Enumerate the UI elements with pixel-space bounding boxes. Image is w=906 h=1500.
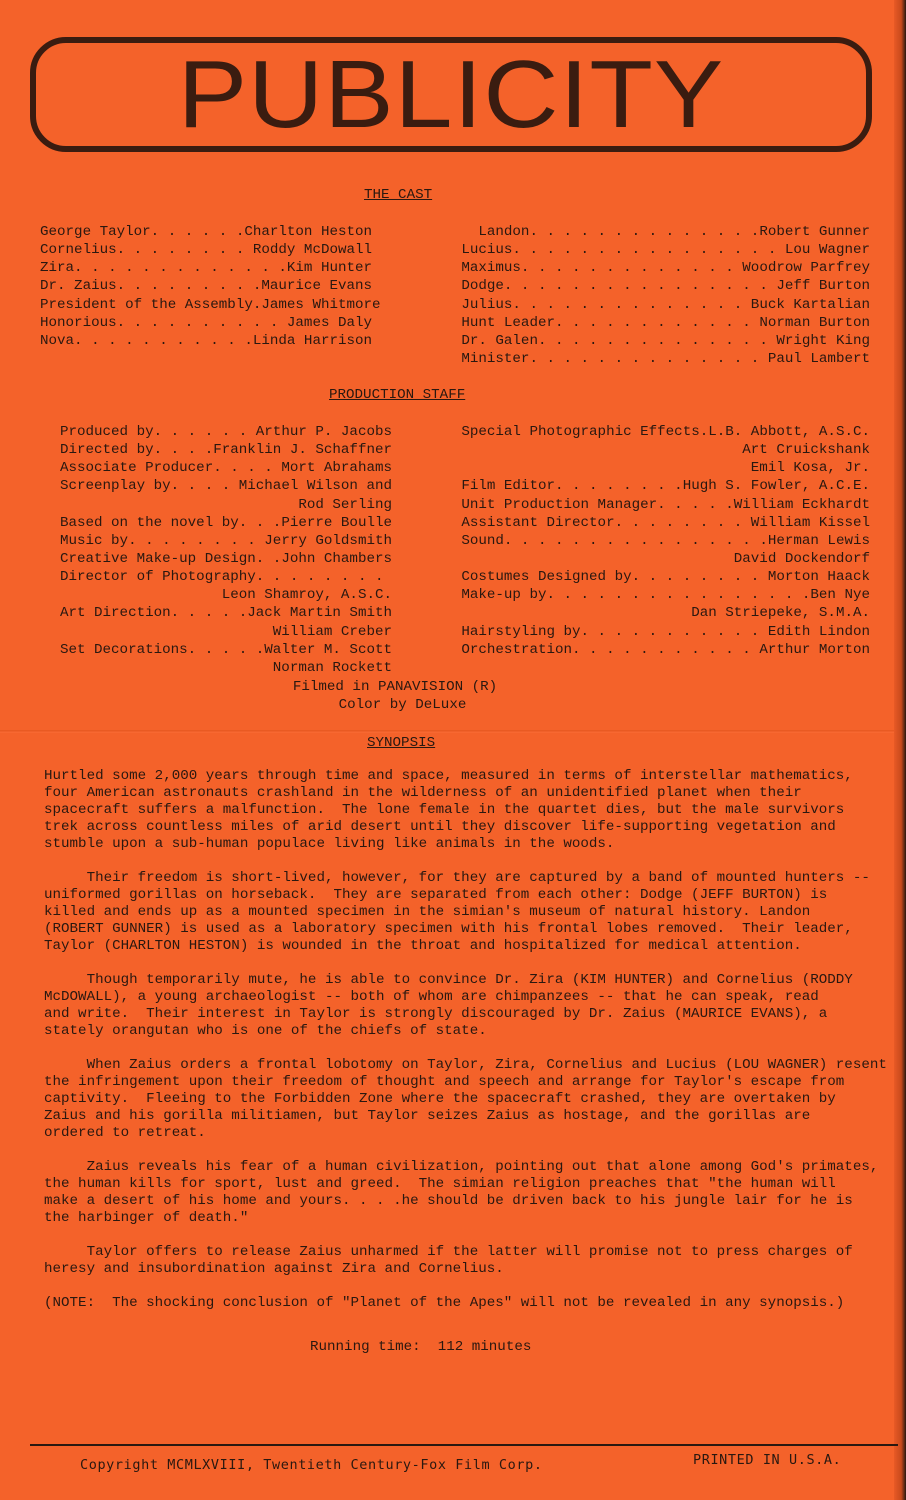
credit-line: Hunt Leader. . . . . . . . . . . . Norman Burton: [461, 314, 870, 331]
synopsis-paragraph: When Zaius orders a frontal lobotomy on Taylor, Zira, Cornelius and Lucius (LOU WAGNER) resent the infringement upon their freedom of thought and speech and arrange for Taylor's escape from captivity. Fleeing to the Forbidden Zone where the spacecraft crashed, they are overtaken by Zaius and his gorilla militiamen, but Taylor seizes Zaius as hostage, and the gorillas are ordered to retreat.: [44, 1057, 887, 1141]
credit-line: Directed by. . . .Franklin J. Schaffner: [59, 442, 392, 459]
credit-line: Rod Serling: [298, 496, 392, 513]
credit-line: Special Photographic Effects.L.B. Abbott, A.S.C.: [461, 424, 870, 440]
credit-line: Dan Striepeke, S.M.A.: [691, 605, 870, 622]
synopsis-heading: SYNOPSIS: [367, 735, 436, 751]
credit-line: Norman Rockett: [272, 659, 392, 676]
credit-line: David Dockendorf: [733, 550, 870, 567]
credit-line: Set Decorations. . . . .Walter M. Scott: [59, 641, 392, 658]
credit-line: Film Editor. . . . . . . .Hugh S. Fowler, A.C.E.: [461, 478, 870, 495]
credit-line: Zira. . . . . . . . . . . . .Kim Hunter: [40, 260, 373, 277]
credit-line: Cornelius. . . . . . . . Roddy McDowall: [40, 242, 373, 259]
credit-line: Screenplay by. . . . Michael Wilson and: [59, 478, 392, 495]
credit-line: Music by. . . . . . . . Jerry Goldsmith: [59, 532, 392, 549]
credit-line: Assistant Director. . . . . . . . William Kissel: [461, 514, 870, 531]
credit-line: Emil Kosa, Jr.: [750, 460, 870, 477]
fold-line: [0, 730, 894, 733]
credit-line: Nova. . . . . . . . . . .Linda Harrison: [40, 332, 373, 349]
synopsis-body: [44, 768, 894, 1329]
credit-line: Sound. . . . . . . . . . . . . . . .Herman Lewis: [461, 532, 870, 549]
synopsis-paragraph: Taylor offers to release Zaius unharmed if the latter will promise not to press charges of heresy and insubordination against Zira and Cornelius.: [44, 1244, 853, 1277]
production-staff-heading: PRODUCTION STAFF: [329, 387, 466, 403]
page-edge: [894, 0, 906, 1500]
credit-line: Orchestration. . . . . . . . . . . Arthur Morton: [461, 641, 870, 658]
credit-line: Honorious. . . . . . . . . . James Daly: [40, 314, 373, 331]
footer-divider: [30, 1444, 898, 1446]
credit-line: Produced by. . . . . . Arthur P. Jacobs: [59, 424, 392, 440]
synopsis-note: (NOTE: The shocking conclusion of "Planet of the Apes" will not be revealed in any synopsis.): [44, 1295, 845, 1311]
synopsis-paragraph: Though temporarily mute, he is able to convince Dr. Zira (KIM HUNTER) and Cornelius (RODDY McDOWALL), a young archaeologist -- both of whom are chimpanzees -- that he can speak, read and write. Their interest in Taylor is strongly discouraged by Dr. Zaius (MAURICE EVANS), a stately orangutan who is one of the chiefs of state.: [44, 972, 853, 1039]
running-time: Running time: 112 minutes: [310, 1339, 532, 1355]
staff-left-list: [40, 423, 392, 677]
credit-line: Creative Make-up Design. .John Chambers: [59, 550, 392, 567]
filmed-in-line: Filmed in PANAVISION (R): [292, 679, 498, 695]
credit-line: Art Cruickshank: [742, 442, 870, 459]
synopsis-paragraph: Their freedom is short-lived, however, for they are captured by a band of mounted hunters -- uniformed gorillas on horseback. They are separated from each other: Dodge (JEFF BURTON) is killed and ends up as a mounted specimen in the simian's museum of natural history. Landon (ROBERT GUNNER) is used as a laboratory specimen with his frontal lobes removed. Their leader, Taylor (CHARLTON HESTON) is wounded in the throat and hospitalized for medical attention.: [44, 870, 870, 954]
credit-line: Maximus. . . . . . . . . . . . . Woodrow Parfrey: [461, 260, 870, 277]
credit-line: Dodge. . . . . . . . . . . . . . . . Jeff Burton: [461, 278, 870, 295]
credit-line: Leon Shamroy, A.S.C.: [221, 587, 392, 604]
synopsis-paragraph: Hurtled some 2,000 years through time and space, measured in terms of interstellar mathematics, four American astronauts crashland in the wilderness of an unidentified planet when their spacecraft suffers a malfunction. The lone female in the quartet dies, but the male survivors trek across countless miles of arid desert until they discover life-supporting vegetation and stumble upon a sub-human populace living like animals in the woods.: [44, 768, 853, 852]
cast-left-list: [40, 223, 381, 350]
credit-line: Julius. . . . . . . . . . . . . . Buck Kartalian: [461, 296, 870, 313]
cast-right-list: [437, 223, 870, 368]
staff-right-list: [437, 423, 870, 659]
credit-line: Unit Production Manager. . . . .William Eckhardt: [461, 496, 870, 513]
credit-line: William Creber: [272, 623, 392, 640]
cast-heading: THE CAST: [364, 187, 433, 203]
credit-line: Dr. Galen. . . . . . . . . . . . . . Wright King: [461, 332, 870, 349]
credit-line: Dr. Zaius. . . . . . . . .Maurice Evans: [40, 278, 373, 295]
credit-line: Hairstyling by. . . . . . . . . . . Edith Lindon: [461, 623, 870, 640]
credit-line: Associate Producer. . . . Mort Abrahams: [59, 460, 392, 477]
title-banner: [30, 37, 872, 152]
credit-line: Based on the novel by. . .Pierre Boulle: [59, 514, 392, 531]
credit-line: Director of Photography. . . . . . . .: [59, 569, 392, 586]
credit-line: George Taylor. . . . . .Charlton Heston: [40, 224, 373, 240]
page-title: PUBLICITY: [177, 41, 725, 148]
credit-line: Landon. . . . . . . . . . . . . .Robert Gunner: [478, 224, 870, 240]
printed-in-usa: PRINTED IN U.S.A.: [693, 1452, 842, 1468]
color-by-line: Color by DeLuxe: [338, 697, 467, 713]
copyright-notice: Copyright MCMLXVIII, Twentieth Century-Fox Film Corp.: [80, 1457, 543, 1473]
synopsis-paragraph: Zaius reveals his fear of a human civilization, pointing out that alone among God's primates, the human kills for sport, lust and greed. The simian religion preaches that "the human will make a desert of his home and yours. . . .he should be driven back to his jungle lair for he is the harbinger of death.": [44, 1159, 879, 1226]
credit-line: Lucius. . . . . . . . . . . . . . . . Lou Wagner: [461, 242, 870, 259]
credit-line: Art Direction. . . . .Jack Martin Smith: [59, 605, 392, 622]
credit-line: Costumes Designed by. . . . . . . . Morton Haack: [461, 569, 870, 586]
credit-line: Make-up by. . . . . . . . . . . . . . . .Ben Nye: [461, 587, 870, 604]
credit-line: Minister. . . . . . . . . . . . . . Paul Lambert: [461, 350, 870, 367]
credit-line: President of the Assembly.James Whitmore: [40, 296, 381, 313]
